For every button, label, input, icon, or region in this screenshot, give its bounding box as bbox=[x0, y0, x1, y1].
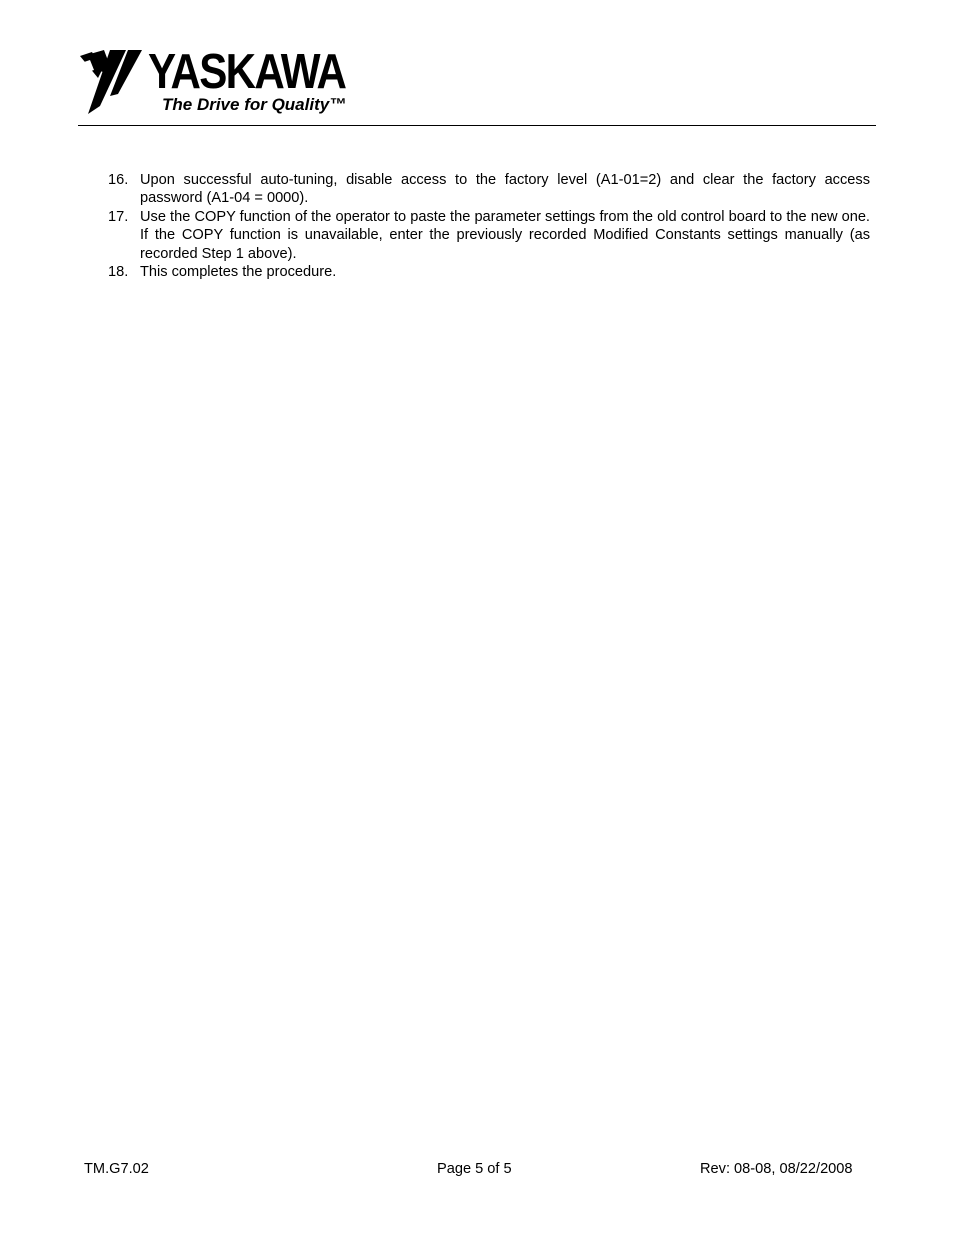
header-divider bbox=[78, 125, 876, 126]
footer-revision: Rev: 08-08, 08/22/2008 bbox=[700, 1161, 853, 1177]
step-item bbox=[108, 171, 870, 208]
step-number: 17. bbox=[108, 208, 129, 225]
footer-page-number: Page 5 of 5 bbox=[437, 1161, 512, 1177]
procedure-steps bbox=[108, 171, 870, 281]
step-item bbox=[108, 263, 870, 281]
step-number: 18. bbox=[108, 264, 129, 281]
brand-name: YASKAWA bbox=[148, 45, 346, 99]
step-item bbox=[108, 208, 870, 263]
brand-tagline: The Drive for Quality™ bbox=[162, 95, 347, 114]
step-number: 16. bbox=[108, 172, 129, 188]
step-text: This completes the procedure. bbox=[140, 264, 337, 281]
step-text: Upon successful auto-tuning, disable access to the factory level (A1-01=2) and clear the factory access password (A1-04 = 0000). bbox=[140, 172, 870, 207]
footer-doc-id: TM.G7.02 bbox=[84, 1161, 149, 1177]
page-header bbox=[78, 44, 876, 126]
step-text: Use the COPY function of the operator to paste the parameter settings from the old control board to the new one. If the COPY function is unavailable, enter the previously recorded Modified Constants settings manually (as recorded Step 1 above). bbox=[140, 208, 870, 262]
yaskawa-logo-icon bbox=[80, 48, 152, 114]
